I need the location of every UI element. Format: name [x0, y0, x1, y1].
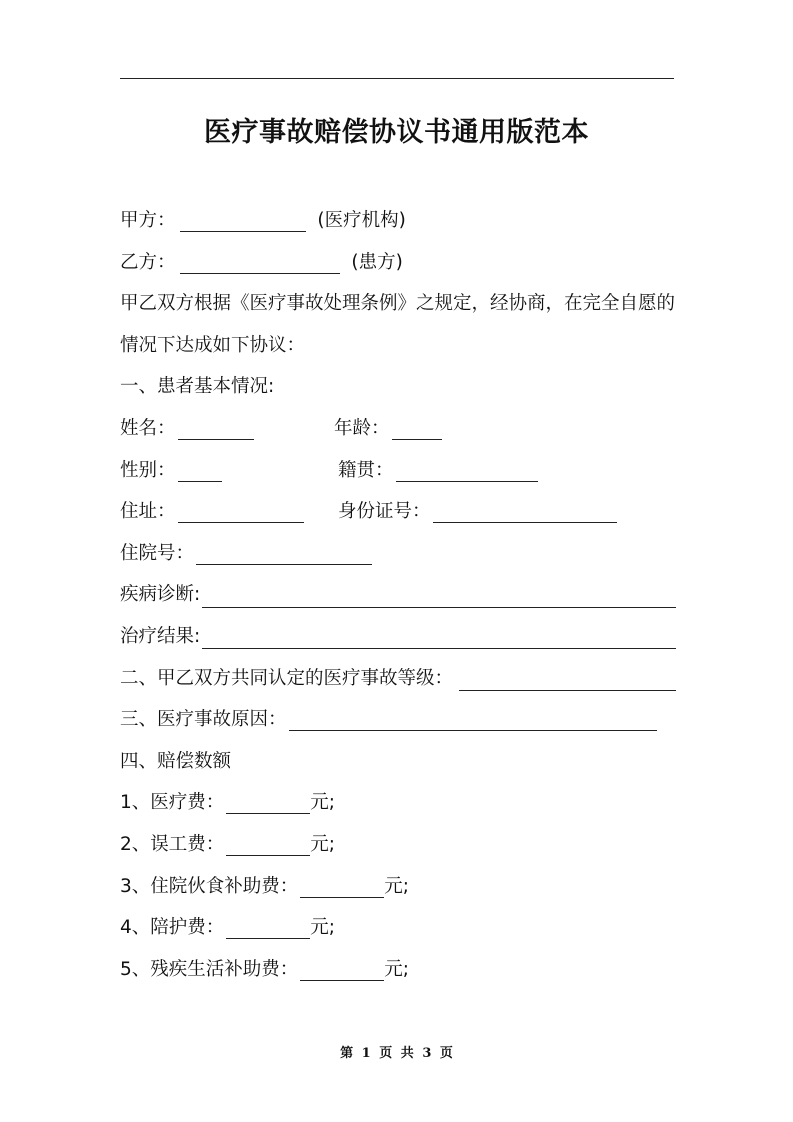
accident-level-blank[interactable]	[459, 666, 676, 691]
age-blank[interactable]	[392, 415, 442, 440]
nursing-fee-label: 4、陪护费：	[120, 917, 225, 939]
compensation-item	[120, 782, 676, 824]
party-b-line	[120, 242, 676, 284]
diagnosis-line	[120, 574, 676, 616]
total-pages: 3	[422, 1046, 432, 1061]
page-footer	[0, 1042, 793, 1061]
name-age-line	[120, 408, 676, 450]
party-b-blank[interactable]	[180, 249, 340, 274]
party-b-note: (患方)	[351, 251, 403, 273]
meal-subsidy-blank[interactable]	[300, 873, 384, 898]
compensation-item	[120, 907, 676, 949]
accident-cause-blank[interactable]	[289, 706, 657, 731]
unit-label: 元;	[310, 833, 336, 855]
gender-label: 性别：	[120, 459, 176, 481]
section3-heading: 三、医疗事故原因：	[120, 709, 287, 731]
compensation-item	[120, 866, 676, 908]
result-label: 治疗结果:	[120, 625, 201, 647]
footer-gong: 共	[400, 1046, 414, 1061]
footer-ye2: 页	[439, 1046, 453, 1061]
compensation-item	[120, 949, 676, 991]
compensation-item	[120, 824, 676, 866]
section1-heading: 一、患者基本情况:	[120, 376, 275, 398]
diagnosis-blank[interactable]	[202, 583, 676, 608]
hospital-number-line	[120, 533, 676, 575]
origin-blank[interactable]	[396, 457, 538, 482]
result-blank[interactable]	[202, 624, 676, 649]
lost-wages-blank[interactable]	[226, 831, 310, 856]
id-number-label: 身份证号：	[338, 501, 431, 523]
page-number: 1	[361, 1046, 371, 1061]
unit-label: 元;	[384, 958, 410, 980]
meal-subsidy-label: 3、住院伙食补助费：	[120, 875, 299, 897]
name-blank[interactable]	[178, 415, 254, 440]
address-id-line	[120, 491, 676, 533]
address-blank[interactable]	[178, 498, 304, 523]
medical-fee-blank[interactable]	[226, 789, 310, 814]
intro-line-1: 甲乙双方根据《医疗事故处理条例》之规定，经协商，在完全自愿的	[120, 293, 676, 315]
name-label: 姓名：	[120, 417, 176, 439]
footer-di: 第	[340, 1046, 354, 1061]
lost-wages-label: 2、误工费：	[120, 833, 225, 855]
result-line	[120, 616, 676, 658]
section2-heading: 二、甲乙双方共同认定的医疗事故等级：	[120, 667, 454, 689]
party-a-blank[interactable]	[180, 207, 306, 232]
document-body	[120, 200, 676, 990]
id-number-blank[interactable]	[433, 498, 617, 523]
header-rule	[120, 78, 674, 79]
nursing-fee-blank[interactable]	[226, 914, 310, 939]
hospital-number-blank[interactable]	[196, 540, 372, 565]
gender-blank[interactable]	[178, 457, 222, 482]
medical-fee-label: 1、医疗费：	[120, 792, 225, 814]
unit-label: 元;	[384, 875, 410, 897]
document-title: 医疗事故赔偿协议书通用版范本	[204, 117, 589, 148]
party-a-line	[120, 200, 676, 242]
origin-label: 籍贯：	[338, 459, 394, 481]
party-a-label: 甲方：	[120, 210, 176, 231]
section3-line	[120, 699, 676, 741]
party-b-label: 乙方：	[120, 251, 176, 273]
footer-ye: 页	[379, 1046, 393, 1061]
address-label: 住址：	[120, 501, 176, 523]
hospital-number-label: 住院号：	[120, 542, 195, 564]
section4-heading: 四、赔偿数额	[120, 750, 232, 772]
diagnosis-label: 疾病诊断:	[120, 584, 201, 606]
gender-origin-line	[120, 450, 676, 492]
party-a-note: (医疗机构)	[317, 210, 406, 231]
intro-line-2: 情况下达成如下协议：	[120, 334, 306, 356]
section2-line	[120, 658, 676, 700]
disability-subsidy-label: 5、残疾生活补助费：	[120, 958, 299, 980]
disability-subsidy-blank[interactable]	[300, 956, 384, 981]
age-label: 年龄：	[334, 417, 390, 439]
unit-label: 元;	[310, 792, 336, 814]
unit-label: 元;	[310, 917, 336, 939]
